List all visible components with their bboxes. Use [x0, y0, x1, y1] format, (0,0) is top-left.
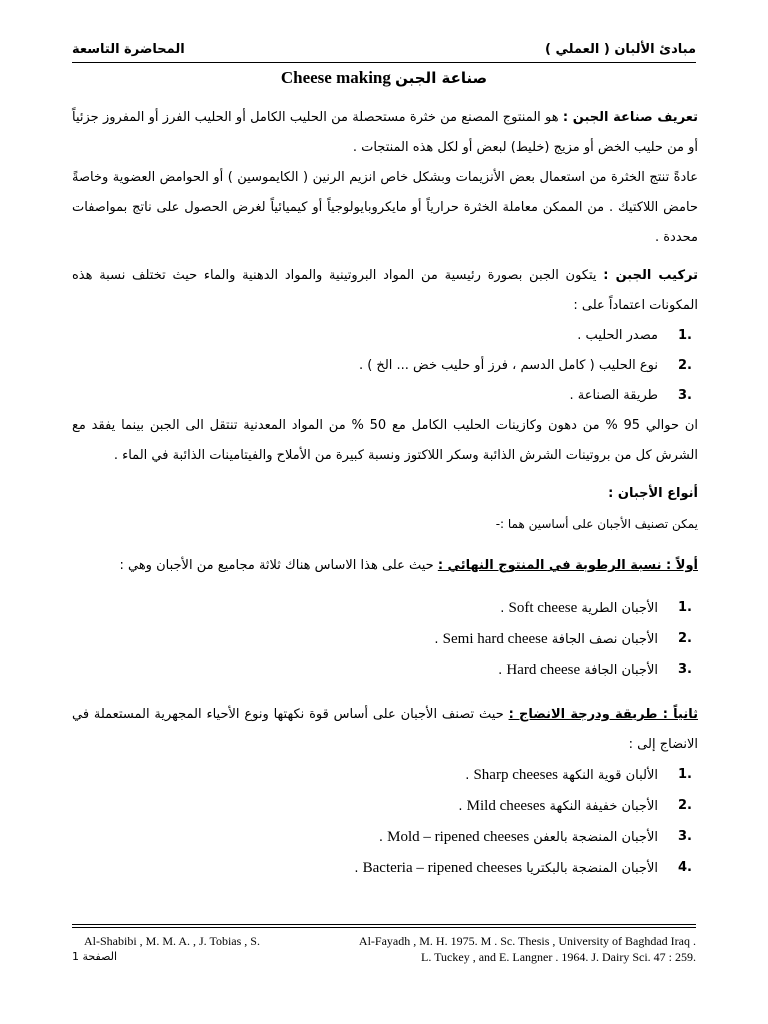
page-header [72, 40, 696, 64]
item-arabic: الأجبان الجافة [580, 663, 658, 678]
item-english: Semi hard cheese [442, 631, 548, 647]
item-text: نوع الحليب ( كامل الدسم ، فرز أو حليب خض ... الخ ) . [358, 358, 658, 373]
reference-2-line-2: L. Tuckey , and E. Langner . 1964. J. Dairy Sci. 47 : 259. [421, 950, 696, 964]
footer-divider-thin [72, 927, 696, 928]
reference-2 [359, 933, 696, 965]
item-arabic: الأجبان المنضجة بالعفن [529, 830, 658, 845]
reference-1: Al-Shabibi , M. M. A. , J. Tobias , S. [84, 934, 260, 948]
document-title [0, 68, 768, 88]
footer-divider [72, 924, 696, 925]
ripening-types-list [72, 760, 698, 884]
item-end: . [498, 663, 507, 678]
item-number: 1. [678, 600, 692, 615]
item-english: Mild cheeses [466, 798, 546, 814]
composition-label: تركيب الجبن : [603, 268, 699, 283]
document-body [72, 103, 698, 884]
list-item [72, 351, 698, 381]
list-item [72, 624, 698, 655]
list-item [72, 822, 698, 853]
item-number: 1. [678, 328, 692, 343]
item-english: Sharp cheeses [473, 767, 559, 783]
item-arabic: الألبان قوية النكهة [558, 768, 658, 783]
item-number: 3. [678, 388, 692, 403]
types-intro: يمكن تصنيف الأجبان على أساسين هما :- [495, 517, 698, 531]
definition-label: تعريف صناعة الجبن : [562, 110, 698, 125]
item-end: . [500, 601, 509, 616]
course-title: مبادئ الألبان ( العملي ) [545, 42, 696, 57]
header-divider [72, 62, 696, 63]
item-number: 2. [678, 631, 692, 646]
moisture-types-list [72, 593, 698, 686]
item-text: طريقة الصناعة . [569, 388, 658, 403]
item-english: Mold – ripened cheeses [387, 829, 530, 845]
reference-2-line-1: Al-Fayadh , M. H. 1975. M . Sc. Thesis , University of Baghdad Iraq . [358, 934, 696, 948]
item-number: 2. [678, 358, 692, 373]
types-heading: أنواع الأجبان : [608, 486, 698, 501]
definition-text: هو المنتوج المصنع من خثرة مستحصلة من الحليب الكامل أو الحليب الفرز أو المفروز جزئياً أو من حليب الخض أو مزيج (خليط) لبعض أو لكل هذه المنتجات . [72, 110, 698, 155]
item-english: Bacteria – ripened cheeses [362, 860, 523, 876]
item-english: Hard cheese [506, 662, 581, 678]
item-end: . [434, 632, 443, 647]
composition-paragraph [72, 261, 698, 321]
item-end: . [354, 861, 363, 876]
composition-detail-paragraph: ان حوالي 95 % من دهون وكازينات الحليب الكامل مع 50 % من المواد المعدنية تنتقل الى الجبن بينما يفقد مع الشرش كل من بروتينات الشرش الذائبة وسكر اللاكتوز ونسبة كبيرة من الأملاح والفيتامينات الذائبة في الماء . [72, 418, 698, 463]
item-number: 2. [678, 798, 692, 813]
moisture-text: حيث على هذا الاساس هناك ثلاثة مجاميع من الأجبان وهي : [119, 558, 438, 573]
list-item [72, 593, 698, 624]
ripening-label: ثانياً : طريقة ودرجة الانضاج : [508, 707, 698, 722]
list-item [72, 791, 698, 822]
item-arabic: الأجبان نصف الجافة [547, 632, 658, 647]
item-arabic: الأجبان الطرية [577, 601, 658, 616]
item-arabic: الأجبان المنضجة بالبكتريا [522, 861, 658, 876]
list-item [72, 381, 698, 411]
list-item [72, 760, 698, 791]
item-number: 3. [678, 662, 692, 677]
composition-text: يتكون الجبن بصورة رئيسية من المواد البروتينية والمواد الدهنية والماء حيث تختلف نسبة هذه المكونات اعتماداً على : [72, 268, 698, 313]
ripening-classification [72, 700, 698, 760]
list-item [72, 853, 698, 884]
item-english: Soft cheese [508, 600, 578, 616]
item-text: مصدر الحليب . [577, 328, 658, 343]
item-end: . [458, 799, 467, 814]
ripening-text: حيث تصنف الأجبان على أساس قوة نكهتها ونوع الأحياء المجهرية المستعملة في الانضاج إلى : [72, 707, 698, 752]
moisture-label: أولاً : نسبة الرطوبة في المنتوج النهائي : [437, 558, 698, 573]
list-item [72, 655, 698, 686]
item-number: 1. [678, 767, 692, 782]
title-english: Cheese making [280, 68, 391, 87]
title-arabic: صناعة الجبن [395, 69, 488, 87]
item-end: . [378, 830, 388, 845]
moisture-classification [72, 551, 698, 581]
item-number: 4. [678, 860, 692, 875]
lecture-title: المحاضرة التاسعة [72, 42, 185, 57]
item-arabic: الأجبان خفيفة النكهة [545, 799, 658, 814]
page-label: الصفحة [82, 950, 118, 963]
definition-paragraph-2: عادةً تنتج الخثرة من استعمال بعض الأنزيمات وبشكل خاص انزيم الرنين ( الكايموسين ) أو الحوامض العضوية وخاصةً حامض اللاكتيك . من الممكن معاملة الخثرة حرارياً أو مايكروبايولوجياً أو كيميائياً لغرض الحصول على ناتج بمواصفات محددة . [72, 170, 698, 245]
definition-paragraph [72, 103, 698, 163]
item-end: . [465, 768, 474, 783]
page-number [72, 949, 117, 965]
page-number-value: 1 [72, 950, 79, 963]
list-item [72, 321, 698, 351]
composition-factors-list [72, 321, 698, 411]
item-number: 3. [678, 829, 692, 844]
